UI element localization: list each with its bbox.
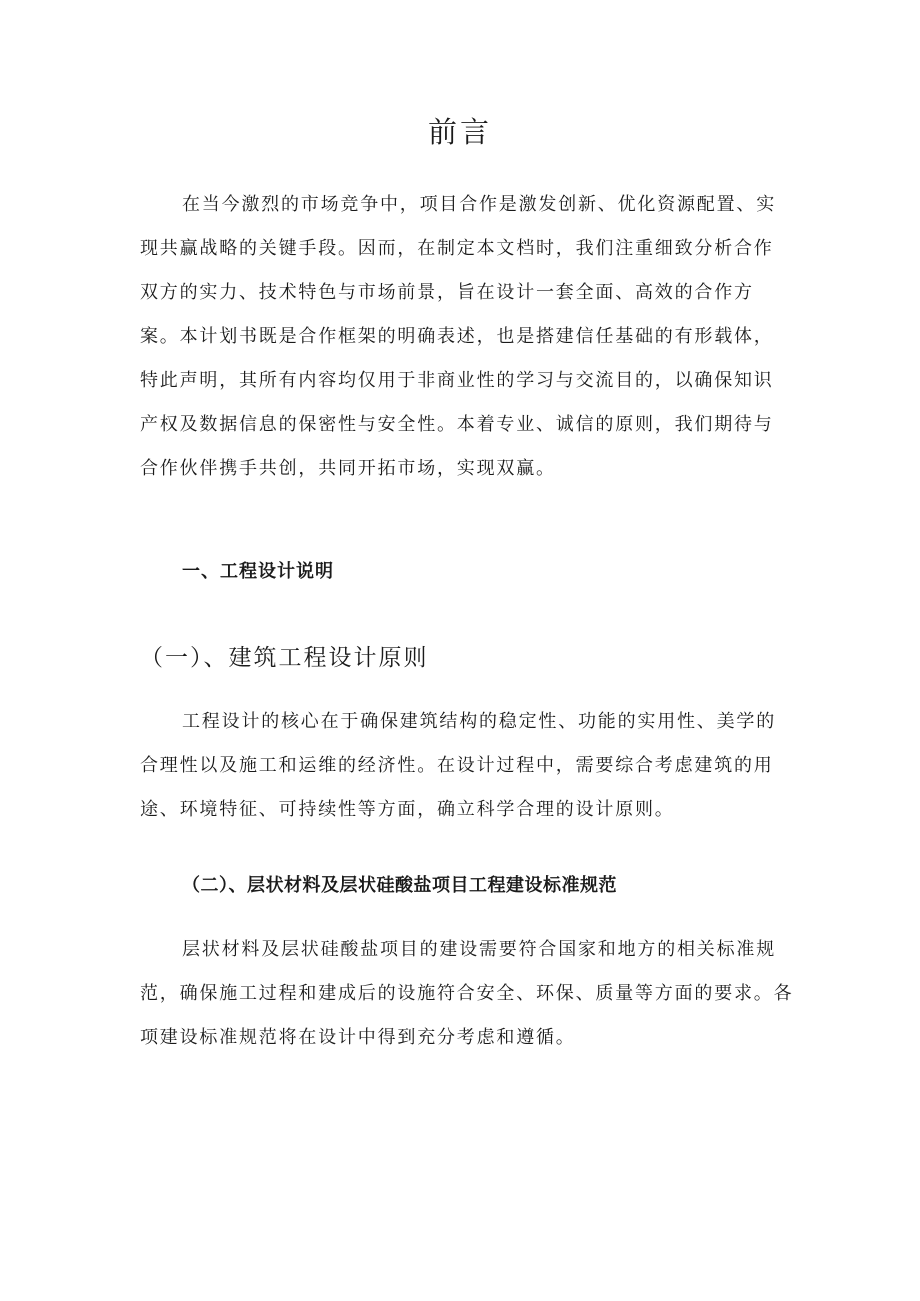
subsection-heading-design-principles: （一）、建筑工程设计原则	[140, 645, 429, 671]
page-title: 前言	[427, 115, 492, 149]
subsection-heading-construction-standards: （二）、层状材料及层状硅酸盐项目工程建设标准规范	[182, 875, 617, 896]
design-principles-paragraph: 工程设计的核心在于确保建筑结构的稳定性、功能的实用性、美学的合理性以及施工和运维的经济性。在设计过程中，需要综合考虑建筑的用途、环境特征、可持续性等方面，确立科学合理的设计原则。	[140, 711, 776, 820]
construction-standards-paragraph: 层状材料及层状硅酸盐项目的建设需要符合国家和地方的相关标准规范，确保施工过程和建成后的设施符合安全、环保、质量等方面的要求。各项建设标准规范将在设计中得到充分考虑和遵循。	[140, 939, 794, 1048]
section-heading-engineering-design: 一、工程设计说明	[182, 561, 334, 582]
preface-paragraph: 在当今激烈的市场竞争中，项目合作是激发创新、优化资源配置、实现共赢战略的关键手段。因而，在制定本文档时，我们注重细致分析合作双方的实力、技术特色与市场前景，旨在设计一套全面、高效的合作方案。本计划书既是合作框架的明确表述，也是搭建信任基础的有形载体，特此声明，其所有内容均仅用于非商业性的学习与交流目的，以确保知识产权及数据信息的保密性与安全性。本着专业、诚信的原则，我们期待与合作伙伴携手共创，共同开拓市场，实现双赢。	[140, 194, 776, 479]
